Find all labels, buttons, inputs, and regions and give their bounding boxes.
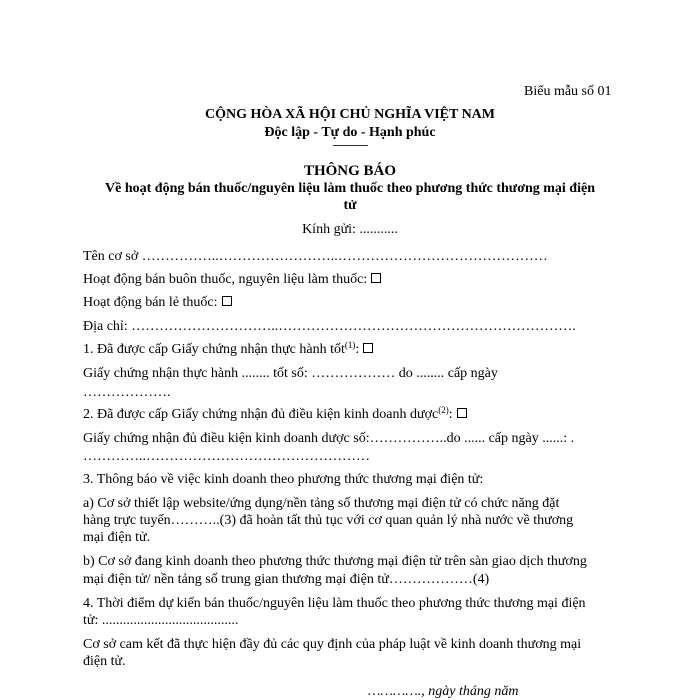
section2-note: (2) — [438, 405, 449, 415]
section1-detail: Giấy chứng nhận thực hành ........ tốt số: ……………… do ........ cấp ngày — [83, 366, 498, 381]
section1-row — [83, 340, 373, 357]
section3-heading: 3. Thông báo về việc kinh doanh theo phương thức thương mại điện tử: — [83, 472, 484, 487]
retail-checkbox[interactable] — [222, 296, 232, 306]
section3-a: a) Cơ sở thiết lập website/ứng dụng/nền tảng số thương mại điện tử có chức năng đặt — [83, 496, 560, 511]
section2-checkbox[interactable] — [457, 408, 467, 418]
address-field: Địa chỉ: …………………………..………………………………………………………. — [83, 319, 576, 334]
retail-label: Hoạt động bán lẻ thuốc: — [83, 295, 218, 310]
wholesale-label: Hoạt động bán buôn thuốc, nguyên liệu làm thuốc: — [83, 272, 368, 287]
section2-row — [83, 405, 467, 422]
section1-detail-cont: ………………. — [83, 385, 171, 400]
commitment-text: Cơ sở cam kết đã thực hiện đầy đủ các quy định của pháp luật về kinh doanh thương mại — [83, 637, 582, 652]
section3-b: b) Cơ sở đang kinh doanh theo phương thức thương mại điện tử trên sàn giao dịch thương — [83, 554, 587, 569]
section2-label: 2. Đã được cấp Giấy chứng nhận đủ điều kiện kinh doanh dược — [83, 407, 439, 422]
section4-heading-cont: tử: ....................................... — [83, 613, 239, 628]
national-motto: Độc lập - Tự do - Hạnh phúc — [264, 125, 436, 140]
section1-note: (1) — [344, 340, 356, 350]
facility-name-field: Tên cơ sở ……………..……………………..……………………………………… — [83, 249, 548, 264]
signature-date-line: …………., ngày tháng năm — [368, 684, 519, 699]
header-separator: --------------- — [332, 140, 368, 151]
section2-colon: : — [448, 407, 453, 422]
country-name: CỘNG HÒA XÃ HỘI CHỦ NGHĨA VIỆT NAM — [204, 107, 495, 122]
retail-row — [83, 296, 232, 310]
wholesale-checkbox[interactable] — [371, 273, 381, 283]
section4-heading: 4. Thời điểm dự kiến bán thuốc/nguyên liệu làm thuốc theo phương thức thương mại điện — [83, 596, 586, 611]
section3-b-cont: mại điện tử/ nền tảng số trung gian thương mại điện tử………………(4) — [83, 572, 490, 587]
document-title: THÔNG BÁO — [303, 163, 397, 179]
section2-detail-cont: …………..………………………………………… — [83, 449, 370, 464]
form-number: Biểu mẫu số 01 — [524, 84, 612, 99]
commitment-text-cont: điện tử. — [83, 654, 126, 669]
document-subtitle: Về hoạt động bán thuốc/nguyên liệu làm thuốc theo phương thức thương mại điện — [105, 181, 595, 196]
salutation: Kính gửi: ........... — [302, 222, 398, 237]
section3-a-cont: hàng trực tuyến………..(3) đã hoàn tất thủ tục với cơ quan quản lý nhà nước về thương — [83, 513, 574, 528]
section3-a-cont2: mại điện tử. — [83, 530, 151, 545]
document-subtitle-cont: tử — [343, 198, 357, 213]
section1-checkbox[interactable] — [363, 343, 373, 353]
section1-colon: : — [355, 342, 360, 357]
section2-detail: Giấy chứng nhận đủ điều kiện kinh doanh dược số:……………..do ...... cấp ngày ......: . — [83, 431, 575, 446]
wholesale-row — [83, 273, 381, 287]
section1-label: 1. Đã được cấp Giấy chứng nhận thực hành tốt — [83, 342, 345, 357]
